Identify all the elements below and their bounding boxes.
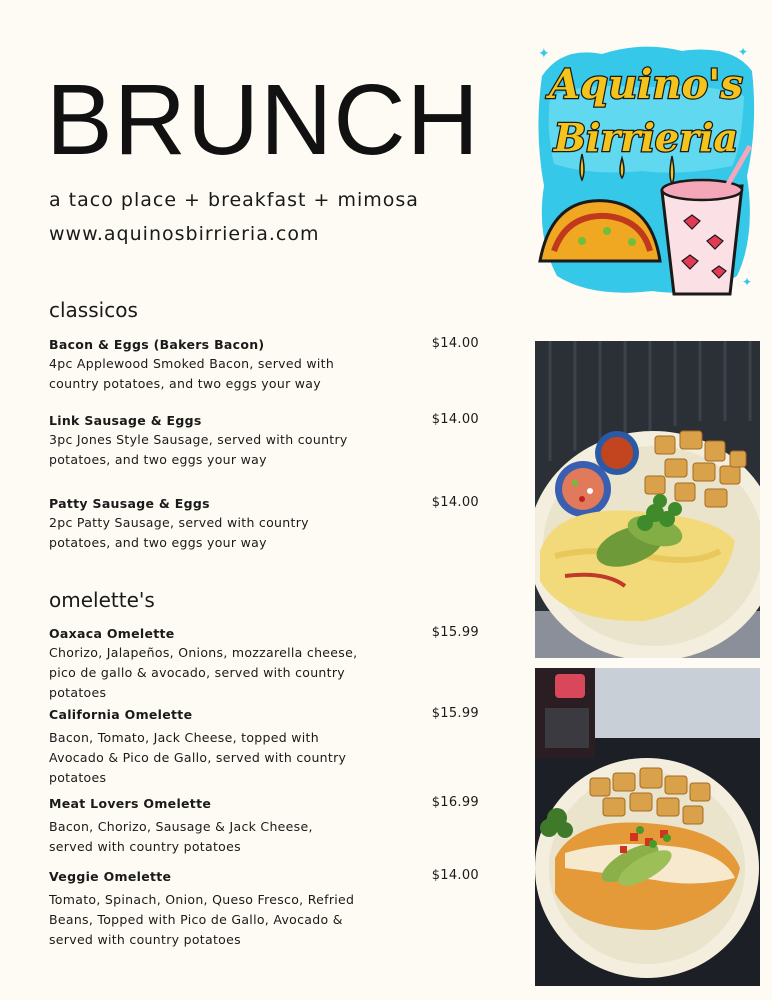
item-price: $14.00 xyxy=(431,495,479,510)
svg-text:✦: ✦ xyxy=(738,45,749,59)
item-description: 3pc Jones Style Sausage, served with country potatoes, and two eggs your way xyxy=(49,432,348,467)
menu-item xyxy=(49,412,479,470)
item-price: $15.99 xyxy=(431,706,479,721)
menu-item xyxy=(49,625,479,703)
item-price: $16.99 xyxy=(431,795,479,810)
svg-text:✦: ✦ xyxy=(538,46,550,62)
tagline: a taco place + breakfast + mimosa xyxy=(49,189,419,211)
item-name: Link Sausage & Eggs xyxy=(49,413,202,428)
item-description: Tomato, Spinach, Onion, Queso Fresco, Refried Beans, Topped with Pico de Gallo, Avocado & served with country potatoes xyxy=(49,892,355,947)
item-price: $14.00 xyxy=(431,336,479,351)
website-link[interactable]: www.aquinosbirrieria.com xyxy=(49,223,320,245)
item-name: Veggie Omelette xyxy=(49,869,172,884)
item-description: 2pc Patty Sausage, served with country potatoes, and two eggs your way xyxy=(49,515,309,550)
item-description: Bacon, Tomato, Jack Cheese, topped with Avocado & Pico de Gallo, served with country potatoes xyxy=(49,730,347,785)
restaurant-logo xyxy=(532,36,760,306)
item-name: Meat Lovers Omelette xyxy=(49,796,212,811)
item-name: Bacon & Eggs (Bakers Bacon) xyxy=(49,337,265,352)
item-name: California Omelette xyxy=(49,707,193,722)
menu-item xyxy=(49,495,479,553)
item-name: Patty Sausage & Eggs xyxy=(49,496,210,511)
item-price: $15.99 xyxy=(431,625,479,640)
menu-item xyxy=(49,706,479,788)
item-price: $14.00 xyxy=(431,868,479,883)
section-title-classicos: classicos xyxy=(49,298,138,322)
item-description: Chorizo, Jalapeños, Onions, mozzarella cheese, pico de gallo & avocado, served with country potatoes xyxy=(49,645,358,700)
food-photo-omelette xyxy=(535,668,760,986)
item-description: 4pc Applewood Smoked Bacon, served with country potatoes, and two eggs your way xyxy=(49,356,335,391)
item-price: $14.00 xyxy=(431,412,479,427)
logo-line2: Birrieria xyxy=(553,115,739,160)
svg-text:✦: ✦ xyxy=(742,275,753,289)
menu-item xyxy=(49,336,479,394)
item-name: Oaxaca Omelette xyxy=(49,626,175,641)
item-description: Bacon, Chorizo, Sausage & Jack Cheese, served with country potatoes xyxy=(49,819,313,854)
menu-item xyxy=(49,868,479,950)
food-photo-classic xyxy=(535,341,760,658)
page-title: BRUNCH xyxy=(46,64,480,176)
section-title-omelettes: omelette's xyxy=(49,588,155,612)
logo-line1: Aquino's xyxy=(549,61,743,108)
menu-item xyxy=(49,795,479,857)
